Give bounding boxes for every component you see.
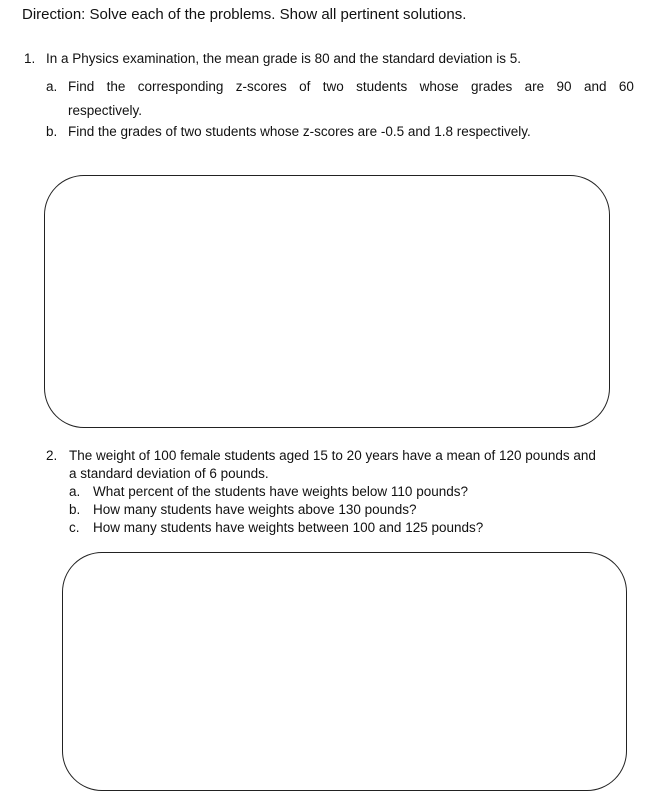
problem-1a-line-1 — [68, 75, 634, 99]
problem-2b-letter: b. — [69, 502, 81, 517]
answer-box-problem-2[interactable] — [62, 552, 627, 791]
problem-1a-word: whose — [419, 79, 459, 94]
problem-1a-word: z-scores — [235, 79, 287, 94]
direction-text: Direction: Solve each of the problems. Show all pertinent solutions. — [22, 6, 467, 23]
problem-1a-word: two — [322, 79, 344, 94]
problem-2a-letter: a. — [69, 484, 81, 499]
problem-1a-word: grades — [470, 79, 513, 94]
answer-box-problem-1[interactable] — [44, 175, 610, 428]
problem-2c-letter: c. — [69, 520, 80, 535]
problem-1a-line-2: respectively. — [68, 103, 143, 118]
problem-1-stem — [24, 51, 521, 66]
problem-1a-word: 90 — [556, 79, 572, 94]
problem-1a-word: the — [106, 79, 126, 94]
problem-2-text-line-2: a standard deviation of 6 pounds. — [69, 466, 269, 481]
problem-1a-word: and — [583, 79, 607, 94]
problem-1a-letter: a. — [46, 79, 58, 94]
problem-1b — [46, 124, 531, 139]
problem-2b-text: How many students have weights above 130 pounds? — [93, 502, 417, 517]
problem-1a-word: of — [299, 79, 311, 94]
problem-1-text: In a Physics examination, the mean grade is 80 and the standard deviation is 5. — [46, 51, 522, 66]
problem-1-number: 1. — [24, 51, 36, 66]
problem-1b-letter: b. — [46, 124, 58, 139]
problem-2-number: 2. — [46, 448, 58, 463]
problem-1a-word: Find — [68, 79, 95, 94]
problem-2-text-line-1: The weight of 100 female students aged 15 to 20 years have a mean of 120 pounds and — [69, 448, 596, 463]
problem-1a-word: students — [356, 79, 408, 94]
problem-2c — [69, 520, 483, 535]
problem-1a-word: corresponding — [137, 79, 224, 94]
problem-1b-text: Find the grades of two students whose z-scores are -0.5 and 1.8 respectively. — [68, 124, 531, 139]
problem-1a-word: 60 — [618, 79, 634, 94]
problem-2a — [69, 484, 468, 499]
problem-2b — [69, 502, 416, 517]
problem-1a-word: are — [524, 79, 545, 94]
problem-2a-text: What percent of the students have weights below 110 pounds? — [93, 484, 468, 499]
problem-2c-text: How many students have weights between 100 and 125 pounds? — [93, 520, 484, 535]
